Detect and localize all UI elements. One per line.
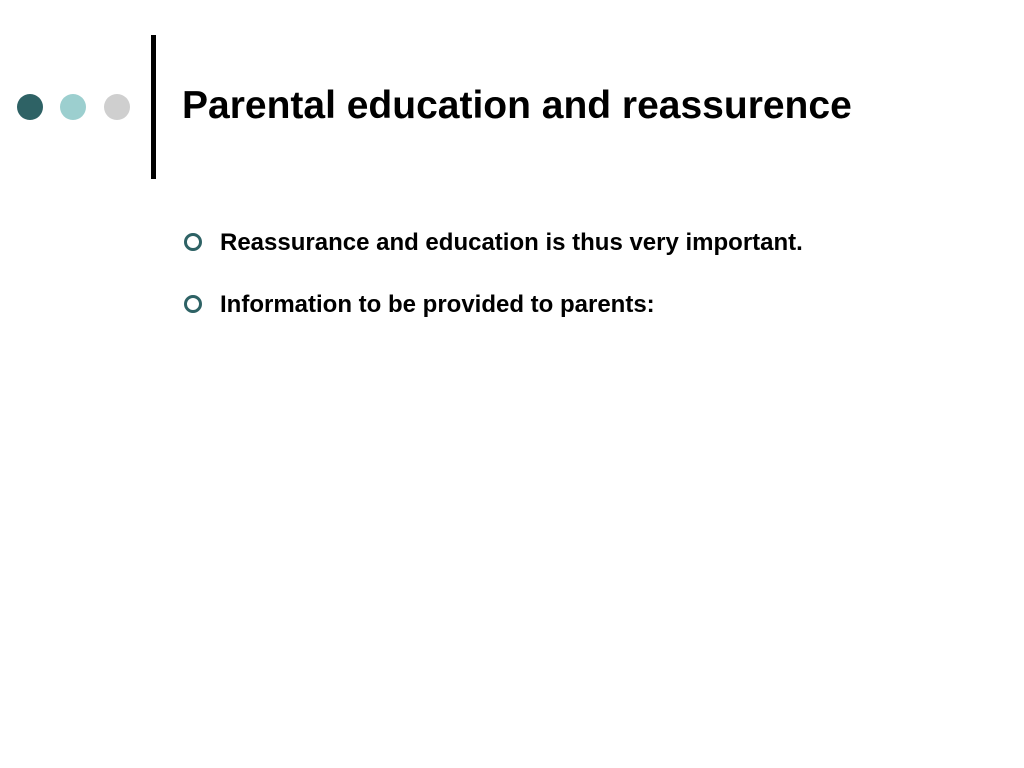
bullet-circle-icon xyxy=(184,233,202,251)
bullet-text: Information to be provided to parents: xyxy=(220,291,655,318)
bullet-list xyxy=(184,226,803,350)
slide-title: Parental education and reassurence xyxy=(182,84,852,127)
decorative-dot-dark-icon xyxy=(17,94,43,120)
decorative-dot-gray-icon xyxy=(104,94,130,120)
title-divider xyxy=(151,35,156,179)
bullet-circle-icon xyxy=(184,295,202,313)
bullet-item xyxy=(184,226,803,288)
bullet-text: Reassurance and education is thus very important. xyxy=(220,229,803,256)
decorative-dot-light-icon xyxy=(60,94,86,120)
bullet-item xyxy=(184,288,803,350)
